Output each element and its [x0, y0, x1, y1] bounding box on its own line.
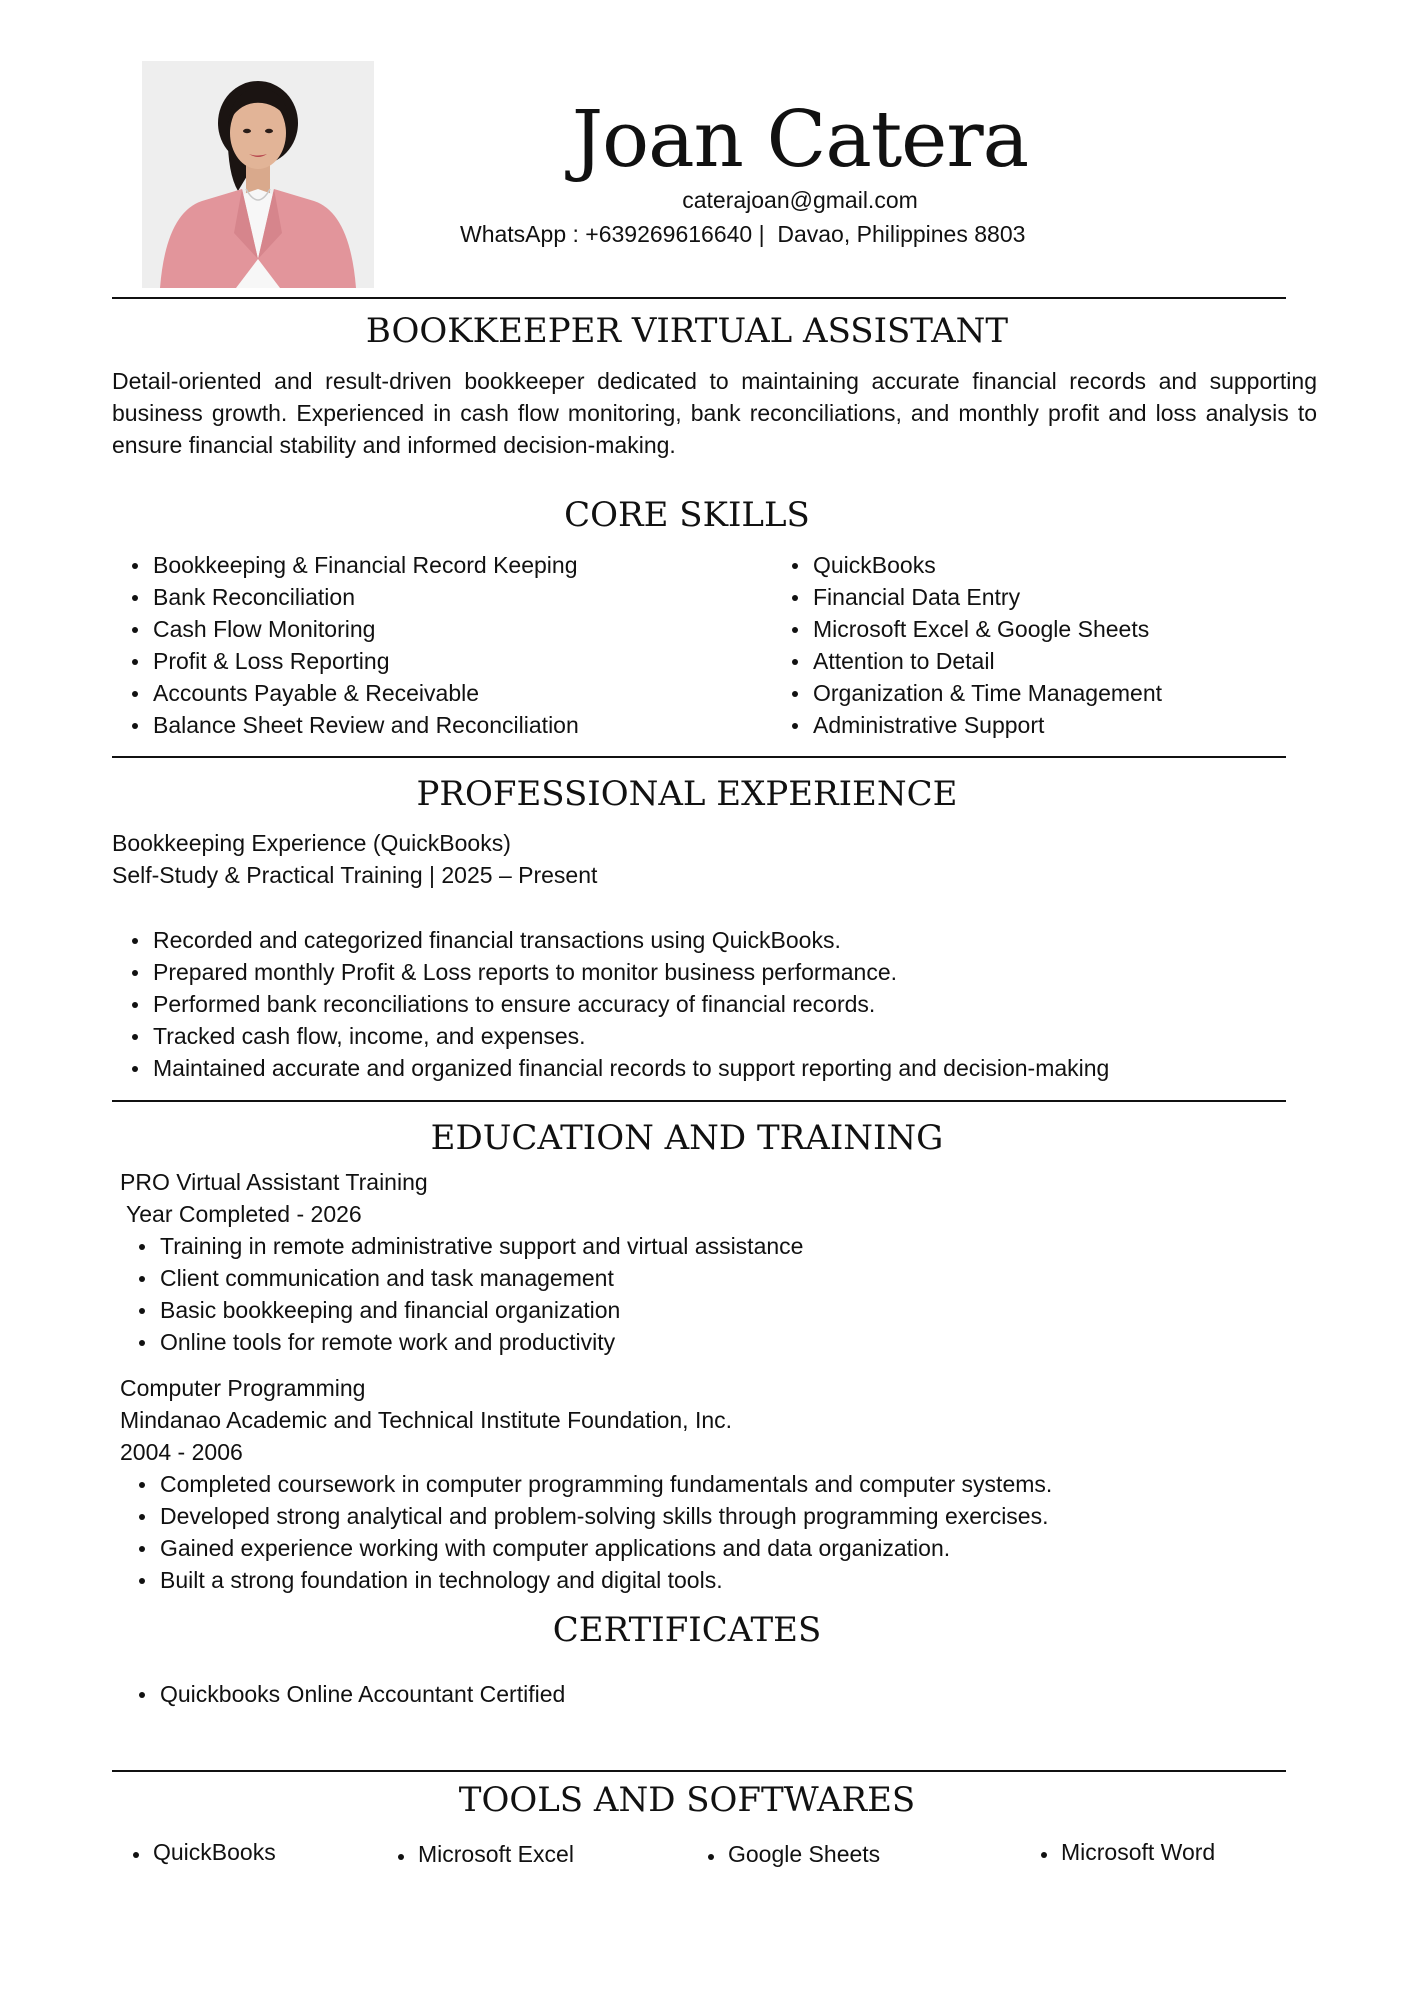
list-item: Profit & Loss Reporting	[113, 645, 579, 677]
list-item: Administrative Support	[773, 709, 1162, 741]
education-name: PRO Virtual Assistant Training	[120, 1169, 428, 1195]
list-item: QuickBooks	[773, 549, 1162, 581]
list-item: Balance Sheet Review and Reconciliation	[113, 709, 579, 741]
education-bullets	[120, 1230, 803, 1358]
education-school: Mindanao Academic and Technical Institute Foundation, Inc.	[120, 1407, 733, 1433]
divider	[112, 756, 1286, 758]
section-title-education: EDUCATION AND TRAINING	[430, 1118, 944, 1158]
candidate-name: Joan Catera	[571, 95, 1029, 185]
section-title-job: BOOKKEEPER VIRTUAL ASSISTANT	[365, 311, 1009, 351]
professional-summary: Detail-oriented and result-driven bookkeeper dedicated to maintaining accurate financial records and supporting business growth. Experienced in cash flow monitoring, bank reconciliations, and monthly profit and loss analysis to ensure financial stability and informed decision-making.	[112, 368, 1317, 458]
education-year: 2004 - 2006	[120, 1439, 243, 1465]
education-name: Computer Programming	[120, 1375, 366, 1401]
core-skills-list-right	[773, 549, 1162, 741]
section-title-experience: PROFESSIONAL EXPERIENCE	[416, 774, 958, 814]
list-item: Organization & Time Management	[773, 677, 1162, 709]
tool-item: Microsoft Word	[1033, 1836, 1215, 1868]
section-title-certificates: CERTIFICATES	[552, 1610, 822, 1650]
list-item: Client communication and task management	[120, 1262, 803, 1294]
list-item: Performed bank reconciliations to ensure accuracy of financial records.	[113, 988, 1109, 1020]
section-title-core-skills: CORE SKILLS	[564, 495, 810, 535]
section-title-tools: TOOLS AND SOFTWARES	[458, 1780, 916, 1820]
list-item: Microsoft Excel & Google Sheets	[773, 613, 1162, 645]
contact-line: WhatsApp : +639269616640 | Davao, Philippines 8803	[460, 221, 1026, 247]
education-year: Year Completed - 2026	[126, 1201, 362, 1227]
list-item: Bank Reconciliation	[113, 581, 579, 613]
list-item: Gained experience working with computer applications and data organization.	[120, 1532, 1052, 1564]
list-item: Quickbooks Online Accountant Certified	[120, 1678, 565, 1710]
list-item: Recorded and categorized financial transactions using QuickBooks.	[113, 924, 1109, 956]
profile-photo	[142, 61, 374, 288]
list-item: Basic bookkeeping and financial organization	[120, 1294, 803, 1326]
list-item: Developed strong analytical and problem-solving skills through programming exercises.	[120, 1500, 1052, 1532]
list-item: Tracked cash flow, income, and expenses.	[113, 1020, 1109, 1052]
list-item: Accounts Payable & Receivable	[113, 677, 579, 709]
experience-role: Bookkeeping Experience (QuickBooks)	[112, 830, 511, 856]
core-skills-list-left	[113, 549, 579, 741]
list-item: Bookkeeping & Financial Record Keeping	[113, 549, 579, 581]
list-item: Financial Data Entry	[773, 581, 1162, 613]
education-bullets	[120, 1468, 1052, 1596]
list-item: Training in remote administrative support and virtual assistance	[120, 1230, 803, 1262]
tool-item: Microsoft Excel	[390, 1838, 574, 1870]
divider	[112, 297, 1286, 299]
list-item: Built a strong foundation in technology and digital tools.	[120, 1564, 1052, 1596]
tool-item: QuickBooks	[125, 1836, 276, 1868]
person-portrait-icon	[142, 61, 374, 288]
list-item: Cash Flow Monitoring	[113, 613, 579, 645]
experience-detail: Self-Study & Practical Training | 2025 – Present	[112, 862, 598, 888]
list-item: Attention to Detail	[773, 645, 1162, 677]
divider	[112, 1770, 1286, 1772]
tool-item: Google Sheets	[700, 1838, 880, 1870]
list-item: Online tools for remote work and productivity	[120, 1326, 803, 1358]
divider	[112, 1100, 1286, 1102]
certificates-list	[120, 1678, 565, 1710]
list-item: Prepared monthly Profit & Loss reports to monitor business performance.	[113, 956, 1109, 988]
list-item: Maintained accurate and organized financial records to support reporting and decision-making	[113, 1052, 1109, 1084]
experience-bullets	[113, 924, 1109, 1084]
email-address: caterajoan@gmail.com	[682, 187, 918, 213]
list-item: Completed coursework in computer programming fundamentals and computer systems.	[120, 1468, 1052, 1500]
